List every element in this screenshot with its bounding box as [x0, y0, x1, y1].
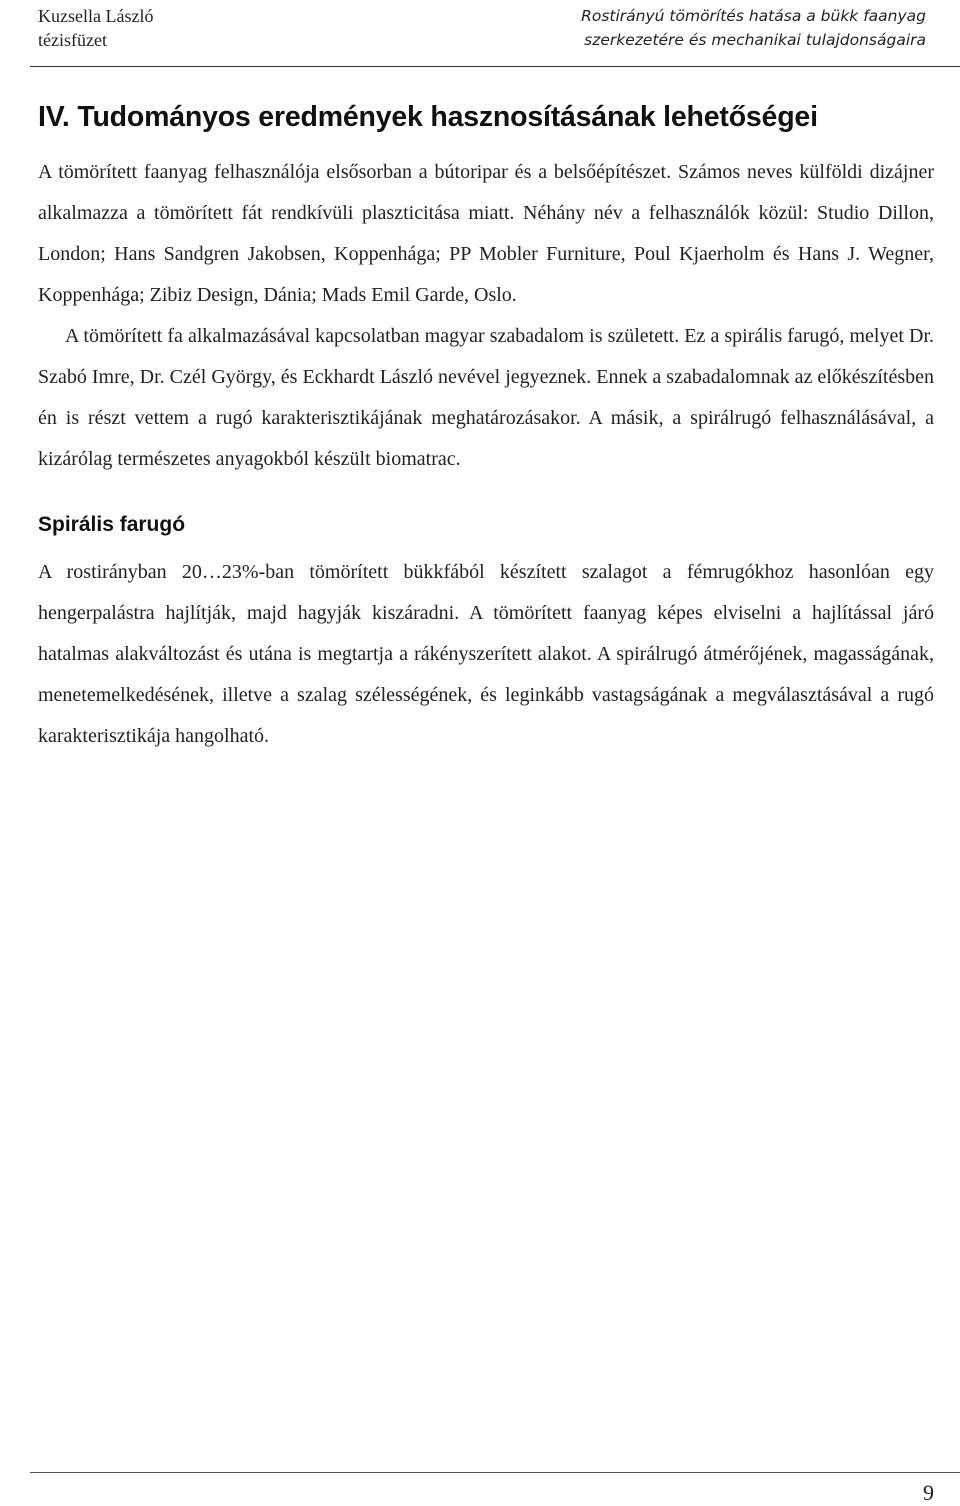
paragraph-patent: A tömörített fa alkalmazásával kapcsolatban magyar szabadalom is született. Ez a spirális farugó, melyet Dr. Szabó Imre, Dr. Czél György, és Eckhardt László nevével jegyeznek. Ennek a szabadalomnak az előkészítésben én is részt vettem a rugó karakterisztikájának meghatározásakor. A másik, a spirálrugó felhasználásával, a kizárólag természetes anyagokból készült biomatrac. [38, 325, 934, 470]
header-title-block [581, 4, 926, 52]
subsection-title: Spirális farugó [38, 513, 186, 536]
header-title-line-1: Rostirányú tömörítés hatása a bükk faanyag [581, 7, 926, 25]
header-author: Kuzsella László [38, 6, 154, 26]
paragraph-usage: A tömörített faanyag felhasználója elsősorban a bútoripar és a belsőépítészet. Számos neves külföldi dizájner alkalmazza a tömörített fát rendkívüli plaszticitása miatt. Néhány név a felhasználók közül: Studio Dillon, London; Hans Sandgren Jakobsen, Koppenhága; PP Mobler Furniture, Poul Kjaerholm és Hans J. Wegner, Koppenhága; Zibiz Design, Dánia; Mads Emil Garde, Oslo. [38, 161, 934, 306]
section-title: IV. Tudományos eredmények hasznosításának lehetőségei [38, 101, 818, 133]
paragraph-spring: A rostirányban 20…23%-ban tömörített bükkfából készített szalagot a fémrugókhoz hasonlóan egy hengerpalástra hajlítják, majd hagyják kiszáradni. A tömörített faanyag képes elviselni a hajlítással járó hatalmas alakváltozást és utána is megtartja a rákényszerített alakot. A spirálrugó átmérőjének, magasságának, menetemelkedésének, illetve a szalag szélességének, és leginkább vastagságának a megválasztásával a rugó karakterisztikája hangolható. [38, 561, 934, 747]
header-doc-type: tézisfüzet [38, 30, 107, 50]
header-divider [30, 66, 960, 67]
header-title-line-2: szerkezetére és mechanikai tulajdonságaira [584, 31, 926, 49]
header-author-block [38, 4, 153, 52]
page-header [0, 0, 960, 66]
page-content [38, 92, 934, 757]
footer-divider [30, 1472, 960, 1473]
page-number: 9 [923, 1480, 934, 1505]
